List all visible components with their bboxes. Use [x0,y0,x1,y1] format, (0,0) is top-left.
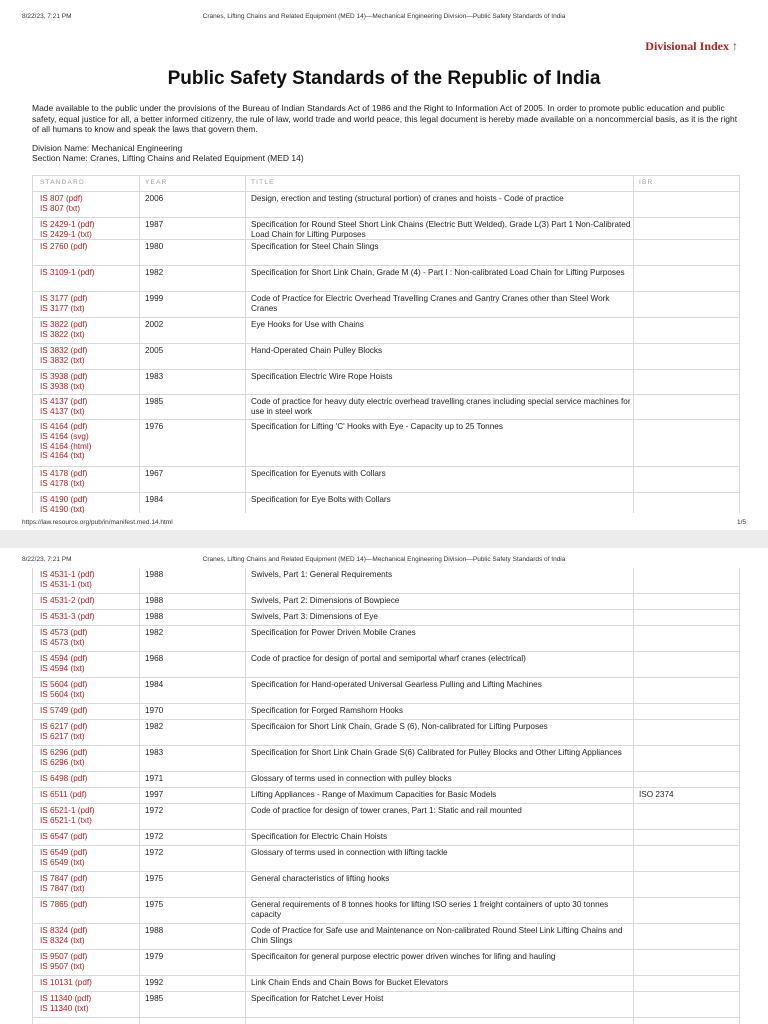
standard-cell [40,422,140,461]
column-header-ibr: IBR [639,179,654,186]
title-cell: General requirements of 8 tonnes hooks for lifting ISO series 1 freight containers of upto 30 tonnes capacity [251,900,609,919]
standard-link[interactable]: IS 7865 (pdf) [40,900,88,909]
title-cell: Specification for Round Steel Short Link Chains (Electric Butt Welded), Grade L(3) Part 1 Non-Calibrated Load Chain for Lifting Purposes [251,220,631,239]
title-cell: Glossary of terms used in connection with lifting tackle [251,848,448,857]
standard-link[interactable]: IS 5604 (txt) [40,689,85,699]
print-doc-title: Cranes, Lifting Chains and Related Equipment (MED 14)—Mechanical Engineering Division—Public Safety Standards of India [202,13,566,20]
year-cell: 1983 [145,372,164,381]
year-cell: 1972 [145,832,164,841]
year-cell: 1980 [145,242,164,251]
title-cell: Specification for Electric Chain Hoists [251,832,388,841]
year-cell: 1982 [145,268,164,277]
standard-link[interactable]: IS 4531-3 (pdf) [40,612,95,621]
standard-cell [40,952,140,972]
standard-cell [40,612,140,622]
year-cell: 1979 [145,952,164,961]
title-cell: Code of practice for design of portal and semiportal wharf cranes (electrical) [251,654,526,663]
title-cell: Link Chain Ends and Chain Bows for Bucket Elevators [251,978,449,987]
standard-link[interactable]: IS 4164 (txt) [40,451,85,461]
title-cell: Lifting Appliances - Range of Maximum Capacities for Basic Models [251,790,497,799]
title-cell: Specification for Lifting 'C' Hooks with Eye - Capacity up to 25 Tonnes [251,422,503,431]
year-cell: 1999 [145,294,164,303]
standard-link[interactable]: IS 4137 (txt) [40,406,85,416]
standard-link[interactable]: IS 6217 (pdf) [40,722,88,731]
print-timestamp: 8/22/23, 7:21 PM [22,556,72,563]
title-cell: Specification Electric Wire Rope Hoists [251,372,393,381]
year-cell: 1985 [145,397,164,406]
title-cell: Code of Practice for Electric Overhead Travelling Cranes and Gantry Cranes other than Steel Work Cranes [251,294,610,313]
year-cell: 1972 [145,848,164,857]
standard-link[interactable]: IS 6498 (pdf) [40,774,88,783]
year-cell: 1985 [145,994,164,1003]
standard-link[interactable]: IS 6547 (pdf) [40,832,88,841]
standard-cell [40,596,140,606]
standard-link[interactable]: IS 2429-1 (pdf) [40,220,95,229]
standard-link[interactable]: IS 4190 (pdf) [40,495,88,504]
title-cell: Specification for Short Link Chain Grade S(6) Calibrated for Pulley Blocks and Other Lifting Appliances [251,748,622,757]
standard-link[interactable]: IS 4178 (txt) [40,478,85,488]
print-doc-title: Cranes, Lifting Chains and Related Equipment (MED 14)—Mechanical Engineering Division—Public Safety Standards of India [202,556,566,563]
year-cell: 1987 [145,220,164,229]
title-cell: Specification for Eye Bolts with Collars [251,495,391,504]
title-cell: Code of practice for design of tower cranes, Part 1: Static and rail mounted [251,806,522,815]
standard-cell [40,469,140,489]
standard-cell [40,900,140,910]
column-header-year: YEAR [145,179,168,186]
standard-link[interactable]: IS 6549 (txt) [40,857,85,867]
standard-link[interactable]: IS 3822 (pdf) [40,320,88,329]
standard-link[interactable]: IS 4164 (pdf) [40,422,88,431]
print-header [22,13,746,23]
standard-link[interactable]: IS 3832 (pdf) [40,346,88,355]
title-cell: Code of practice for heavy duty electric overhead travelling cranes including special service machines for use in steel work [251,397,631,416]
print-timestamp: 8/22/23, 7:21 PM [22,13,72,20]
standard-cell [40,790,140,800]
title-cell: Hand-Operated Chain Pulley Blocks [251,346,383,355]
year-cell: 1982 [145,628,164,637]
standard-cell [40,654,140,674]
standard-link[interactable]: IS 4164 (svg) [40,431,89,441]
year-cell: 1988 [145,570,164,579]
standard-link[interactable]: IS 3822 (txt) [40,329,85,339]
year-cell: 1982 [145,722,164,731]
standard-cell [40,994,140,1014]
standards-table [32,175,740,513]
divisional-index-link[interactable]: Divisional Index ↑ [645,39,738,53]
year-cell: 2006 [145,194,164,203]
standard-link[interactable]: IS 5749 (pdf) [40,706,88,715]
year-cell: 2002 [145,320,164,329]
standard-link[interactable]: IS 4190 (txt) [40,504,85,513]
division-name: Division Name: Mechanical Engineering [32,143,183,153]
column-header-title: TITLE [251,179,275,186]
standard-link[interactable]: IS 7847 (pdf) [40,874,88,883]
page-separator [0,530,768,548]
standard-link[interactable]: IS 9507 (txt) [40,961,85,971]
standard-link[interactable]: IS 3938 (txt) [40,381,85,391]
standard-cell [40,570,140,590]
standard-link[interactable]: IS 6217 (txt) [40,731,85,741]
standard-link[interactable]: IS 3109-1 (pdf) [40,268,95,277]
standard-link[interactable]: IS 2760 (pdf) [40,242,88,251]
standard-cell [40,320,140,340]
title-cell: Glossary of terms used in connection with pulley blocks [251,774,452,783]
standard-link[interactable]: IS 3938 (pdf) [40,372,88,381]
title-cell: Specification for Ratchet Lever Hoist [251,994,384,1003]
standard-link[interactable]: IS 5604 (pdf) [40,680,88,689]
year-cell: 1983 [145,748,164,757]
year-cell: 1968 [145,654,164,663]
title-cell: General characteristics of lifting hooks [251,874,390,883]
standard-cell [40,722,140,742]
standard-cell [40,680,140,700]
print-page-number: 1/5 [736,519,746,526]
year-cell: 1970 [145,706,164,715]
standard-link[interactable]: IS 6511 (pdf) [40,790,87,799]
standard-link[interactable]: IS 6549 (pdf) [40,848,88,857]
standard-link[interactable]: IS 10131 (pdf) [40,978,92,987]
title-cell: Specification for Steel Chain Slings [251,242,379,251]
column-header-standard: STANDARD [40,179,85,186]
title-cell: Specification for Eyenuts with Collars [251,469,386,478]
standard-link[interactable]: IS 11340 (pdf) [40,994,92,1003]
ibr-cell: ISO 2374 [639,790,674,799]
title-cell: Code of Practice for Safe use and Maintenance on Non-calibrated Round Steel Link Lifting Chains and Chin Slings [251,926,623,945]
standard-link[interactable]: IS 4164 (html) [40,441,92,451]
standard-cell [40,748,140,768]
standard-link[interactable]: IS 6521-1 (pdf) [40,806,95,815]
standard-link[interactable]: IS 4573 (txt) [40,637,85,647]
title-cell: Specification for Forged Ramshorn Hooks [251,706,403,715]
year-cell: 1984 [145,495,164,504]
year-cell: 1992 [145,978,164,987]
standard-link[interactable]: IS 11340 (txt) [40,1003,89,1013]
standard-link[interactable]: IS 4594 (txt) [40,663,85,673]
standard-link[interactable]: IS 4531-1 (txt) [40,579,92,589]
standard-cell [40,706,140,716]
title-cell: Swivels, Part 2: Dimensions of Bowpiece [251,596,400,605]
standard-link[interactable]: IS 807 (pdf) [40,194,83,203]
year-cell: 1988 [145,612,164,621]
standard-link[interactable]: IS 6296 (txt) [40,757,85,767]
page-title: Public Safety Standards of the Republic of India [167,68,601,89]
standard-cell [40,242,140,252]
intro-paragraph: Made available to the public under the provisions of the Bureau of Indian Standards Act of 1986 and the Right to Information Act of 2005. In order to promote public education and public safety, equal justice for all, a better informed citizenry, the rule of law, world trade and world peace, this legal document is hereby made available on a noncommercial basis, as it is the right of all humans to know and speak the laws that govern them. [32,103,738,134]
standard-link[interactable]: IS 807 (txt) [40,203,81,213]
standard-cell [40,874,140,894]
standards-table-continued [32,568,740,1024]
standard-cell [40,220,140,240]
standard-link[interactable]: IS 4178 (pdf) [40,469,88,478]
section-name: Section Name: Cranes, Lifting Chains and Related Equipment (MED 14) [32,152,304,163]
title-cell: Specification for Hand-operated Universal Gearless Pulling and Lifting Machines [251,680,542,689]
year-cell: 1972 [145,806,164,815]
standard-cell [40,294,140,314]
year-cell: 1988 [145,926,164,935]
standard-cell [40,628,140,648]
year-cell: 1984 [145,680,164,689]
year-cell: 1997 [145,790,164,799]
standard-link[interactable]: IS 4531-2 (pdf) [40,596,95,605]
year-cell: 1975 [145,874,164,883]
section-meta [32,144,732,163]
title-cell: Swivels, Part 1: General Requirements [251,570,393,579]
title-cell: Design, erection and testing (structural portion) of cranes and hoists - Code of practice [251,194,564,203]
standard-link[interactable]: IS 8324 (txt) [40,935,85,945]
standard-cell [40,832,140,842]
standard-link[interactable]: IS 4573 (pdf) [40,628,88,637]
title-cell: Specificaiton for general purpose electric power driven winches for lifing and hauling [251,952,556,961]
year-cell: 1976 [145,422,164,431]
print-footer [22,519,746,529]
print-header [22,556,746,566]
title-cell: Specification for Power Driven Mobile Cranes [251,628,416,637]
standard-link[interactable]: IS 6521-1 (txt) [40,815,92,825]
standard-link[interactable]: IS 4531-1 (pdf) [40,570,95,579]
standard-link[interactable]: IS 6296 (pdf) [40,748,88,757]
standard-cell [40,397,140,417]
standard-cell [40,495,140,513]
year-cell: 1967 [145,469,164,478]
title-cell: Specification for Short Link Chain, Grade M (4) - Part I : Non-calibrated Load Chain for Lifting Purposes [251,268,625,277]
standard-cell [40,848,140,868]
standard-link[interactable]: IS 3832 (txt) [40,355,85,365]
standard-cell [40,194,140,214]
standard-link[interactable]: IS 3177 (txt) [40,303,85,313]
title-cell: Eye Hooks for Use with Chains [251,320,364,329]
year-cell: 1988 [145,596,164,605]
standard-cell [40,346,140,366]
standard-link[interactable]: IS 4137 (pdf) [40,397,88,406]
year-cell: 1975 [145,900,164,909]
standard-link[interactable]: IS 9507 (pdf) [40,952,88,961]
standard-cell [40,926,140,946]
standard-cell [40,978,140,988]
page-2 [0,548,768,1024]
standard-link[interactable]: IS 2429-1 (txt) [40,229,92,239]
standard-link[interactable]: IS 8324 (pdf) [40,926,88,935]
standard-cell [40,806,140,826]
title-cell: Specificaion for Short Link Chain, Grade S (6), Non-calibrated for Lifting Purposes [251,722,548,731]
year-cell: 1971 [145,774,164,783]
title-cell: Swivels, Part 3: Dimensions of Eye [251,612,378,621]
print-url: https://law.resource.org/pub/in/manifest.med.14.html [22,519,173,526]
standard-cell [40,774,140,784]
standard-link[interactable]: IS 4594 (pdf) [40,654,88,663]
standard-cell [40,268,140,278]
standard-link[interactable]: IS 3177 (pdf) [40,294,88,303]
standard-cell [40,372,140,392]
standard-link[interactable]: IS 7847 (txt) [40,883,85,893]
year-cell: 2005 [145,346,164,355]
